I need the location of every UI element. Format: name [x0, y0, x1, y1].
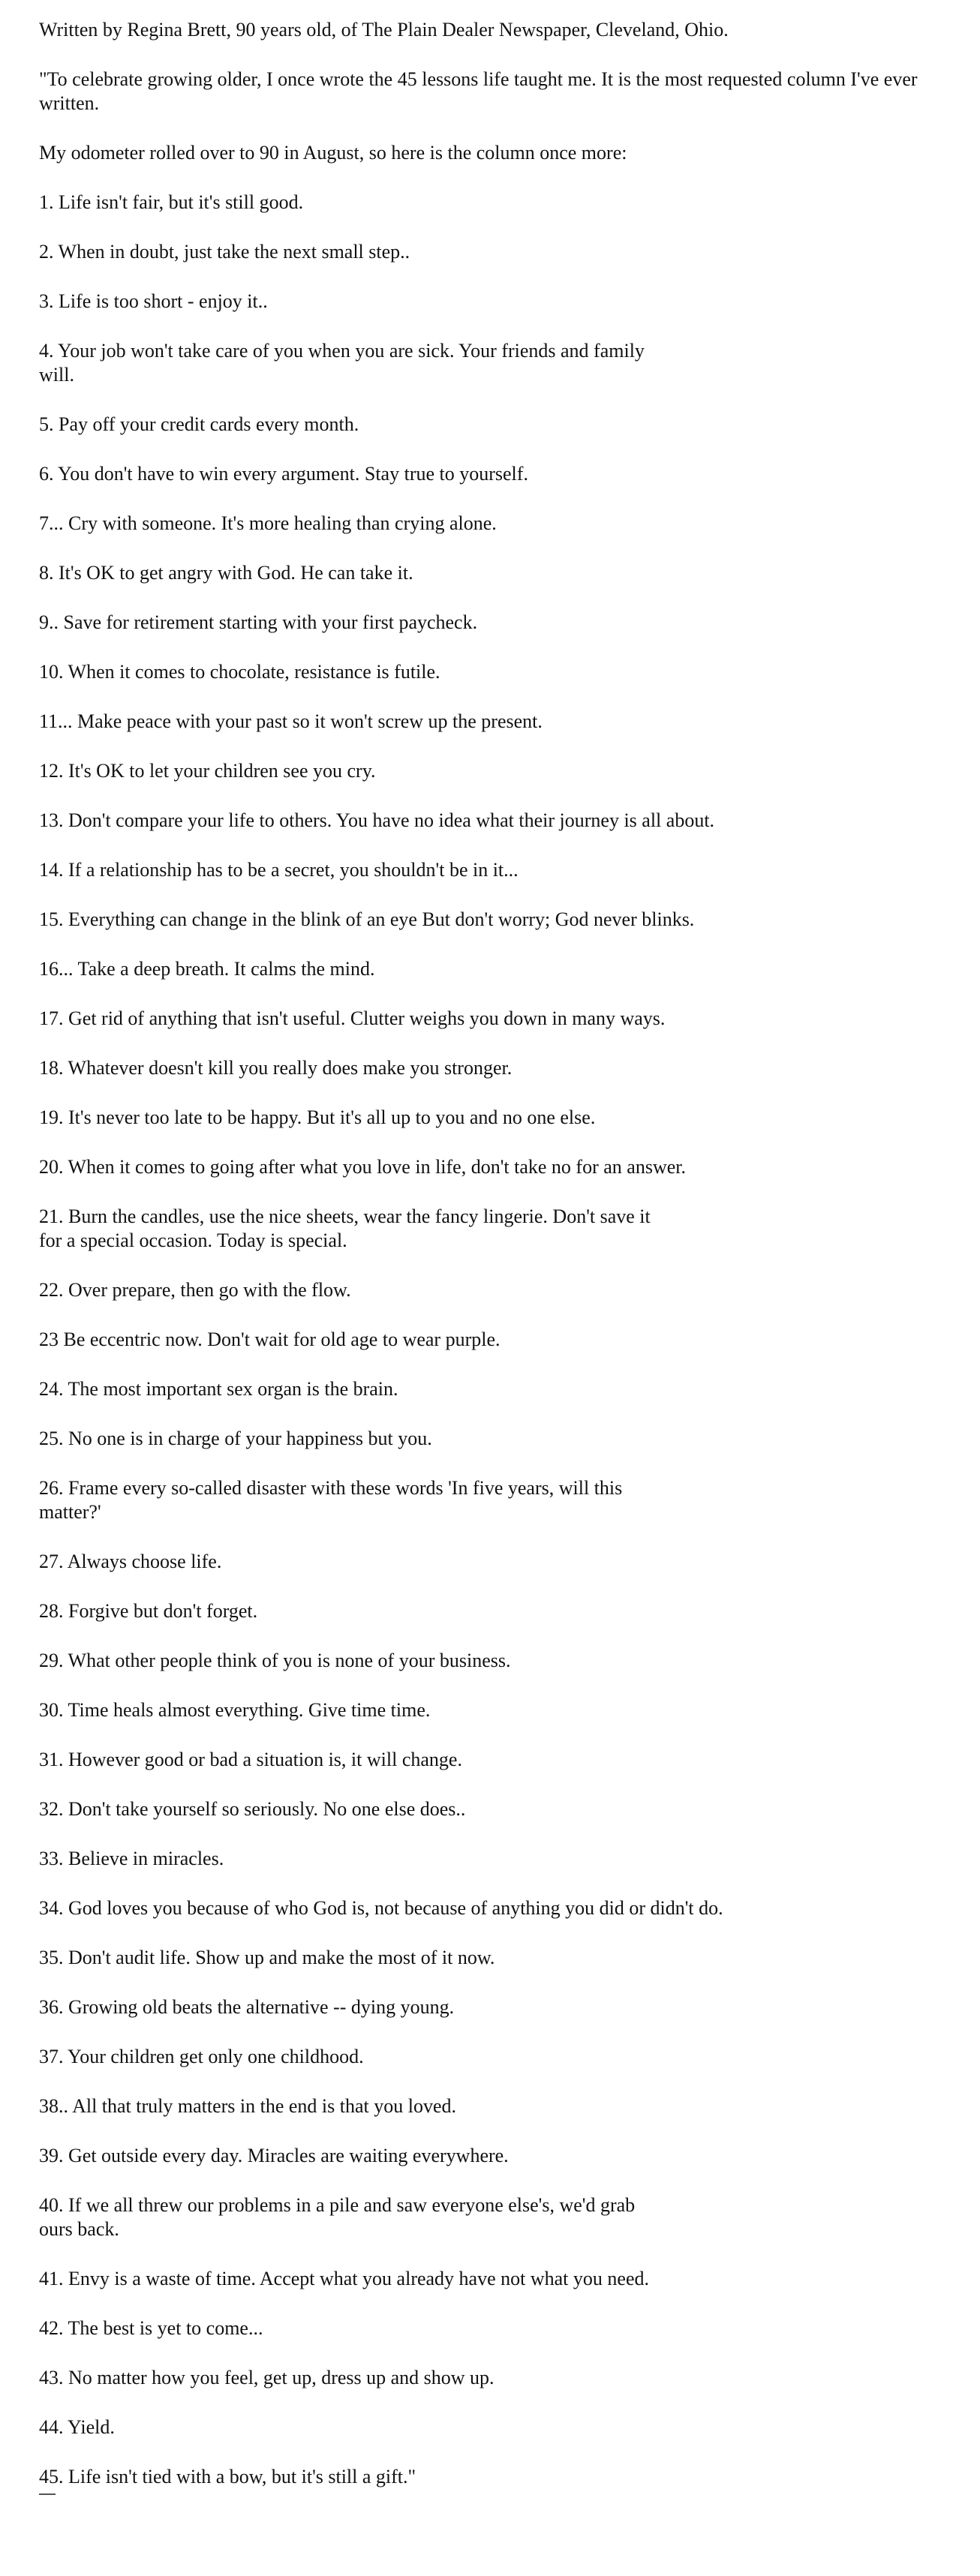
list-item: 15. Everything can change in the blink of an eye But don't worry; God never blinks. — [39, 908, 695, 930]
list-item: 13. Don't compare your life to others. You have no idea what their journey is all about. — [39, 809, 715, 831]
list-item: 44. Yield. — [39, 2416, 115, 2438]
list-item: 10. When it comes to chocolate, resistance is futile. — [39, 661, 440, 683]
list-item: 45. Life isn't tied with a bow, but it's still a gift." — [39, 2466, 416, 2487]
list-item: 30. Time heals almost everything. Give time time. — [39, 1699, 431, 1721]
list-item: 24. The most important sex organ is the brain. — [39, 1378, 398, 1400]
list-item: 42. The best is yet to come... — [39, 2317, 263, 2339]
list-item: 16... Take a deep breath. It calms the mind. — [39, 958, 375, 980]
list-item: 31. However good or bad a situation is, it will change. — [39, 1749, 462, 1770]
list-item: 18. Whatever doesn't kill you really does make you stronger. — [39, 1057, 513, 1079]
list-item: 20. When it comes to going after what you love in life, don't take no for an answer. — [39, 1156, 686, 1178]
list-item: 1. Life isn't fair, but it's still good. — [39, 191, 304, 213]
list-item: 29. What other people think of you is none of your business. — [39, 1650, 511, 1671]
list-item: 9.. Save for retirement starting with your first paycheck. — [39, 611, 478, 633]
list-item: 37. Your children get only one childhood. — [39, 2046, 364, 2067]
list-item: 22. Over prepare, then go with the flow. — [39, 1279, 351, 1301]
list-item: 28. Forgive but don't forget. — [39, 1600, 258, 1622]
article — [39, 18, 962, 2495]
list-item: 27. Always choose life. — [39, 1551, 222, 1572]
list-item: 14. If a relationship has to be a secret, you shouldn't be in it... — [39, 859, 519, 881]
list-item: 36. Growing old beats the alternative -- dying young. — [39, 1996, 455, 2018]
lessons-list — [39, 191, 962, 2489]
list-item: 35. Don't audit life. Show up and make the most of it now. — [39, 1947, 495, 1968]
list-item: 21. Burn the candles, use the nice sheets, wear the fancy lingerie. Don't save it for a special occasion. Today is special. — [39, 1205, 651, 1251]
end-dash-divider — [39, 2493, 56, 2495]
list-item: 8. It's OK to get angry with God. He can take it. — [39, 562, 413, 584]
intro-paragraph: "To celebrate growing older, I once wrote the 45 lessons life taught me. It is the most requested column I've ever written. — [39, 68, 918, 114]
list-item: 34. God loves you because of who God is, not because of anything you did or didn't do. — [39, 1897, 723, 1919]
list-item: 33. Believe in miracles. — [39, 1848, 224, 1869]
list-item: 23 Be eccentric now. Don't wait for old age to wear purple. — [39, 1329, 501, 1350]
odometer-paragraph: My odometer rolled over to 90 in August, so here is the column once more: — [39, 142, 627, 164]
list-item: 7... Cry with someone. It's more healing than crying alone. — [39, 512, 497, 534]
byline: Written by Regina Brett, 90 years old, of The Plain Dealer Newspaper, Cleveland, Ohio. — [39, 19, 729, 41]
list-item: 39. Get outside every day. Miracles are waiting everywhere. — [39, 2145, 509, 2166]
list-item: 4. Your job won't take care of you when you are sick. Your friends and family will. — [39, 340, 645, 386]
list-item: 12. It's OK to let your children see you cry. — [39, 760, 376, 782]
list-item: 6. You don't have to win every argument. Stay true to yourself. — [39, 463, 528, 485]
list-item: 43. No matter how you feel, get up, dress up and show up. — [39, 2367, 495, 2388]
list-item: 41. Envy is a waste of time. Accept what you already have not what you need. — [39, 2268, 649, 2289]
list-item: 19. It's never too late to be happy. But it's all up to you and no one else. — [39, 1106, 596, 1128]
list-item: 2. When in doubt, just take the next small step.. — [39, 241, 410, 263]
list-item: 5. Pay off your credit cards every month. — [39, 413, 359, 435]
list-item: 3. Life is too short - enjoy it.. — [39, 290, 268, 312]
list-item: 26. Frame every so-called disaster with these words 'In five years, will this matter?' — [39, 1477, 623, 1523]
list-item: 32. Don't take yourself so seriously. No one else does.. — [39, 1798, 466, 1820]
list-item: 25. No one is in charge of your happiness but you. — [39, 1428, 432, 1449]
list-item: 17. Get rid of anything that isn't useful. Clutter weighs you down in many ways. — [39, 1007, 666, 1029]
list-item: 11... Make peace with your past so it won't screw up the present. — [39, 710, 543, 732]
list-item: 40. If we all threw our problems in a pile and saw everyone else's, we'd grab ours back. — [39, 2194, 636, 2240]
list-item: 38.. All that truly matters in the end is that you loved. — [39, 2095, 457, 2117]
